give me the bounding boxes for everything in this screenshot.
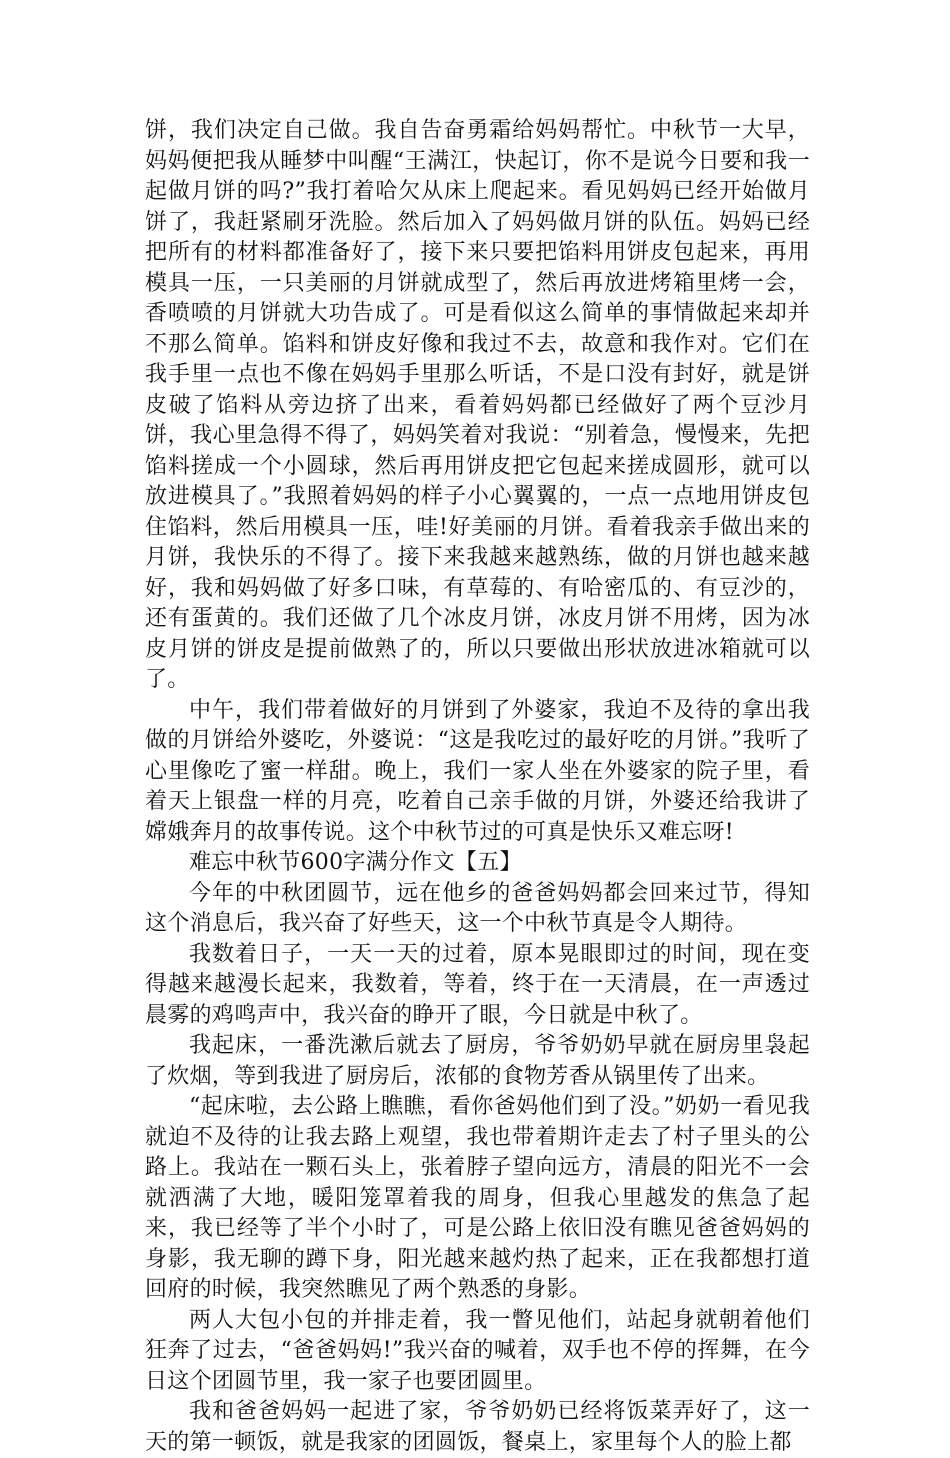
- paragraph: “起床啦，去公路上瞧瞧，看你爸妈他们到了没。”奶奶一看见我就迫不及待的让我去路上观望，我也带着期许走去了村子里头的公路上。我站在一颗石头上，张着脖子望向远方，清晨的阳光不一会就洒满了大地，暖阳笼罩着我的周身，但我心里越发的焦急了起来，我已经等了半个小时了，可是公路上依旧没有瞧见爸爸妈妈的身影，我无聊的蹲下身，阳光越来越灼热了起来，正在我都想打道回府的时候，我突然瞧见了两个熟悉的身影。: [145, 1094, 810, 1302]
- section-heading: 难忘中秋节600字满分作文【五】: [189, 850, 522, 875]
- paragraph: 两人大包小包的并排走着，我一瞥见他们，站起身就朝着他们狂奔了过去，“爸爸妈妈!”我兴奋的喊着，双手也不停的挥舞，在今日这个团圆节里，我一家子也要团圆里。: [145, 1307, 810, 1394]
- paragraph: 我数着日子，一天一天的过着，原本晃眼即过的时间，现在变得越来越漫长起来，我数着，等着，终于在一天清晨，在一声透过晨雾的鸡鸣声中，我兴奋的睁开了眼，今日就是中秋了。: [145, 941, 810, 1028]
- document-body: [145, 116, 810, 1458]
- paragraph: 我和爸爸妈妈一起进了家，爷爷奶奶已经将饭菜弄好了，这一天的第一顿饭，就是我家的团圆饭，餐桌上，家里每个人的脸上都: [145, 1399, 810, 1455]
- paragraph: 饼，我们决定自己做。我自告奋勇霜给妈妈帮忙。中秋节一大早，妈妈便把我从睡梦中叫醒“王满江，快起订，你不是说今日要和我一起做月饼的吗?”我打着哈欠从床上爬起来。看见妈妈已经开始做月饼了，我赶紧刷牙洗脸。然后加入了妈妈做月饼的队伍。妈妈已经把所有的材料都准备好了，接下来只要把馅料用饼皮包起来，再用模具一压，一只美丽的月饼就成型了，然后再放进烤箱里烤一会，香喷喷的月饼就大功告成了。可是看似这么简单的事情做起来却并不那么简单。馅料和饼皮好像和我过不去，故意和我作对。它们在我手里一点也不像在妈妈手里那么听话，不是口没有封好，就是饼皮破了馅料从旁边挤了出来，看着妈妈都已经做好了两个豆沙月饼，我心里急得不得了，妈妈笑着对我说：“别着急，慢慢来，先把馅料搓成一个小圆球，然后再用饼皮把它包起来搓成圆形，就可以放进模具了。”我照着妈妈的样子小心翼翼的，一点一点地用饼皮包住馅料，然后用模具一压，哇!好美丽的月饼。看着我亲手做出来的月饼，我快乐的不得了。接下来我越来越熟练，做的月饼也越来越好，我和妈妈做了好多口味，有草莓的、有哈密瓜的、有豆沙的，还有蛋黄的。我们还做了几个冰皮月饼，冰皮月饼不用烤，因为冰皮月饼的饼皮是提前做熟了的，所以只要做出形状放进冰箱就可以了。: [145, 118, 810, 692]
- paragraph: 今年的中秋团圆节，远在他乡的爸爸妈妈都会回来过节，得知这个消息后，我兴奋了好些天，这一个中秋节真是令人期待。: [145, 880, 810, 936]
- paragraph: 中午，我们带着做好的月饼到了外婆家，我迫不及待的拿出我做的月饼给外婆吃，外婆说：“这是我吃过的最好吃的月饼。”我听了心里像吃了蜜一样甜。晚上，我们一家人坐在外婆家的院子里，看着天上银盘一样的月亮，吃着自己亲手做的月饼，外婆还给我讲了嫦娥奔月的故事传说。这个中秋节过的可真是快乐又难忘呀!: [145, 697, 810, 845]
- paragraph: 我起床，一番洗漱后就去了厨房，爷爷奶奶早就在厨房里袅起了炊烟，等到我进了厨房后，浓郁的食物芳香从锅里传了出来。: [145, 1033, 810, 1089]
